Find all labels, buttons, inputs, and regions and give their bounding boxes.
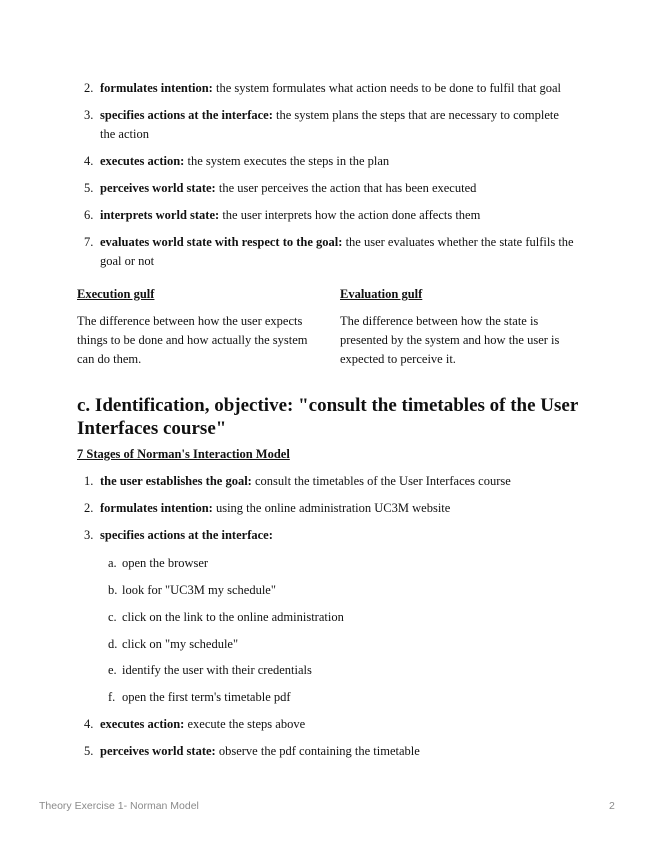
model-title: 7 Stages of Norman's Interaction Model xyxy=(77,447,290,461)
list-number: 4. xyxy=(84,154,94,168)
stage-description: the system plans the steps that are necessary to complete the action xyxy=(100,108,559,141)
stage-description: the user evaluates whether the state fulfils the goal or not xyxy=(100,235,574,268)
stage-name: formulates intention: xyxy=(100,501,213,515)
stage-description: using the online administration UC3M website xyxy=(212,501,451,515)
stage-description: the system formulates what action needs to be done to fulfil that goal xyxy=(212,81,562,95)
list-item xyxy=(0,499,655,518)
stages-list-c xyxy=(0,472,655,545)
list-number: 5. xyxy=(84,181,94,195)
footer-title: Theory Exercise 1- Norman Model xyxy=(39,800,199,812)
list-number: 2. xyxy=(84,81,94,95)
stage-name: evaluates world state with respect to the goal: xyxy=(100,235,343,249)
list-item xyxy=(0,715,655,734)
stage-name: perceives world state: xyxy=(100,181,216,195)
list-item xyxy=(0,526,655,545)
list-item xyxy=(0,472,655,491)
list-number: 3. xyxy=(84,108,94,122)
sub-text: identify the user with their credentials xyxy=(122,663,312,677)
list-item xyxy=(0,233,655,271)
list-number: 6. xyxy=(84,208,94,222)
list-item xyxy=(0,79,655,98)
stage-description: the system executes the steps in the plan xyxy=(184,154,390,168)
stage-name: interprets world state: xyxy=(100,208,220,222)
list-item xyxy=(0,206,655,225)
sub-letter: e. xyxy=(108,663,117,677)
stage-name: formulates intention: xyxy=(100,81,213,95)
stage-description: the user interprets how the action done affects them xyxy=(219,208,481,222)
evaluation-gulf-text: The difference between how the state is presented by the system and how the user is expected to perceive it. xyxy=(340,314,560,366)
list-number: 5. xyxy=(84,744,94,758)
stages-list-top xyxy=(0,79,655,271)
stage-name: perceives world state: xyxy=(100,744,216,758)
stage-name: the user establishes the goal: xyxy=(100,474,252,488)
stage-name: specifies actions at the interface: xyxy=(100,108,273,122)
list-number: 1. xyxy=(84,474,94,488)
sub-letter: b. xyxy=(108,583,118,597)
list-number: 3. xyxy=(84,528,94,542)
list-item xyxy=(0,152,655,171)
sub-text: open the browser xyxy=(122,556,209,570)
evaluation-gulf xyxy=(340,286,585,369)
stages-list-c-continued xyxy=(0,715,655,761)
sub-letter: c. xyxy=(108,610,117,624)
sub-text: click on "my schedule" xyxy=(122,637,239,651)
sub-letter: a. xyxy=(108,556,117,570)
list-item xyxy=(0,179,655,198)
page-number: 2 xyxy=(609,800,615,812)
list-number: 7. xyxy=(84,235,94,249)
sub-text: look for "UC3M my schedule" xyxy=(122,583,276,597)
sub-text: open the first term's timetable pdf xyxy=(122,690,291,704)
list-item xyxy=(0,742,655,761)
list-number: 4. xyxy=(84,717,94,731)
execution-gulf-text: The difference between how the user expects things to be done and how actually the system can do them. xyxy=(77,314,308,366)
stage-name: specifies actions at the interface: xyxy=(100,528,273,542)
sub-letter: f. xyxy=(108,690,116,704)
stage-description: the user perceives the action that has been executed xyxy=(215,181,477,195)
section-heading: c. Identification, objective: "consult the timetables of the User Interfaces course" xyxy=(77,395,578,439)
sub-letter: d. xyxy=(108,637,118,651)
stage-description: observe the pdf containing the timetable xyxy=(215,744,420,758)
execution-gulf-title: Execution gulf xyxy=(77,287,155,301)
list-number: 2. xyxy=(84,501,94,515)
stage-description: consult the timetables of the User Interfaces course xyxy=(251,474,511,488)
evaluation-gulf-title: Evaluation gulf xyxy=(340,287,423,301)
stage-description: execute the steps above xyxy=(184,717,306,731)
stage-name: executes action: xyxy=(100,154,185,168)
sub-text: click on the link to the online administration xyxy=(122,610,344,624)
stage-name: executes action: xyxy=(100,717,185,731)
list-item xyxy=(0,106,655,144)
execution-gulf xyxy=(77,286,322,369)
